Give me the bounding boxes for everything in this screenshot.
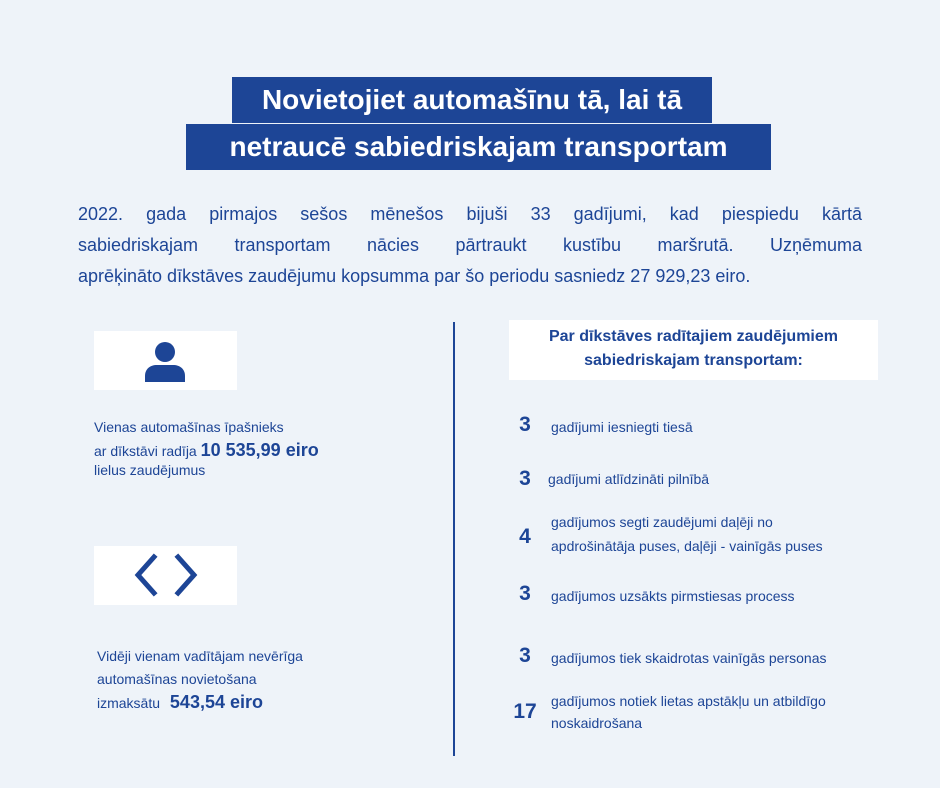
stat-text [551,416,891,438]
driver-cost-line-2: automašīnas novietošana [97,671,257,687]
stat-text-line-1: gadījumos segti zaudējumi daļēji no [551,514,773,530]
stat-text [551,690,891,734]
owner-loss-line-1: Vienas automašīnas īpašnieks [94,419,284,435]
column-divider [453,322,455,756]
stat-number: 3 [519,644,531,667]
stat-text [548,468,888,490]
driver-cost-line-3-text: izmaksātu [97,695,161,711]
stat-text [551,647,891,669]
losses-header-line-1: Par dīkstāves radītajiem zaudējumiem [548,328,838,345]
brackets-card [94,546,237,605]
owner-loss-line-3: lielus zaudējumus [94,462,206,478]
stat-text-line-1: gadījumos tiek skaidrotas vainīgās personas [551,650,827,666]
intro-line-1: 2022. gada pirmajos sešos mēnešos bijuši 33 gadījumi, kad piespiedu kārtā [78,204,862,224]
title-line-1: Novietojiet automašīnu tā, lai tā [232,77,712,123]
stat-text-line-1: gadījumos uzsākts pirmstiesas process [551,588,795,604]
losses-header [509,320,878,380]
intro-paragraph [78,199,862,292]
intro-line-3: aprēķināto dīkstāves zaudējumu kopsumma par šo periodu sasniedz 27 929,23 eiro. [78,266,751,286]
owner-loss-line-2-text: ar dīkstāvi radīja [94,443,197,459]
stat-text-line-1: gadījumos notiek lietas apstākļu un atbildīgo [551,693,826,709]
stat-number: 4 [519,525,531,548]
title-line-2: netraucē sabiedriskajam transportam [186,124,771,170]
stat-text-line-2: apdrošinātāja puses, daļēji - vainīgās puses [551,538,823,554]
person-card [94,331,237,390]
driver-cost-stat [97,645,397,715]
stat-number: 17 [513,700,537,723]
stat-number: 3 [519,582,531,605]
losses-header-line-2: sabiedriskajam transportam: [584,352,803,369]
driver-cost-line-3 [97,691,397,715]
stat-text-line-1: gadījumi atlīdzināti pilnībā [548,471,710,487]
intro-line-2: sabiedriskajam transportam nācies pārtraukt kustību maršrutā. Uzņēmuma [78,235,862,255]
code-brackets-icon [134,552,198,598]
stat-number: 3 [519,467,531,490]
stat-text-line-1: gadījumi iesniegti tiesā [551,419,693,435]
driver-cost-amount: 543,54 eiro [169,692,263,712]
owner-loss-amount: 10 535,99 eiro [200,440,319,460]
owner-loss-stat [94,416,394,482]
stat-number: 3 [519,413,531,436]
stat-text [551,511,891,557]
person-icon [144,340,186,382]
stat-text [551,585,891,607]
stat-text-line-2: noskaidrošana [551,715,643,731]
driver-cost-line-1: Vidēji vienam vadītājam nevērīga [97,648,303,664]
